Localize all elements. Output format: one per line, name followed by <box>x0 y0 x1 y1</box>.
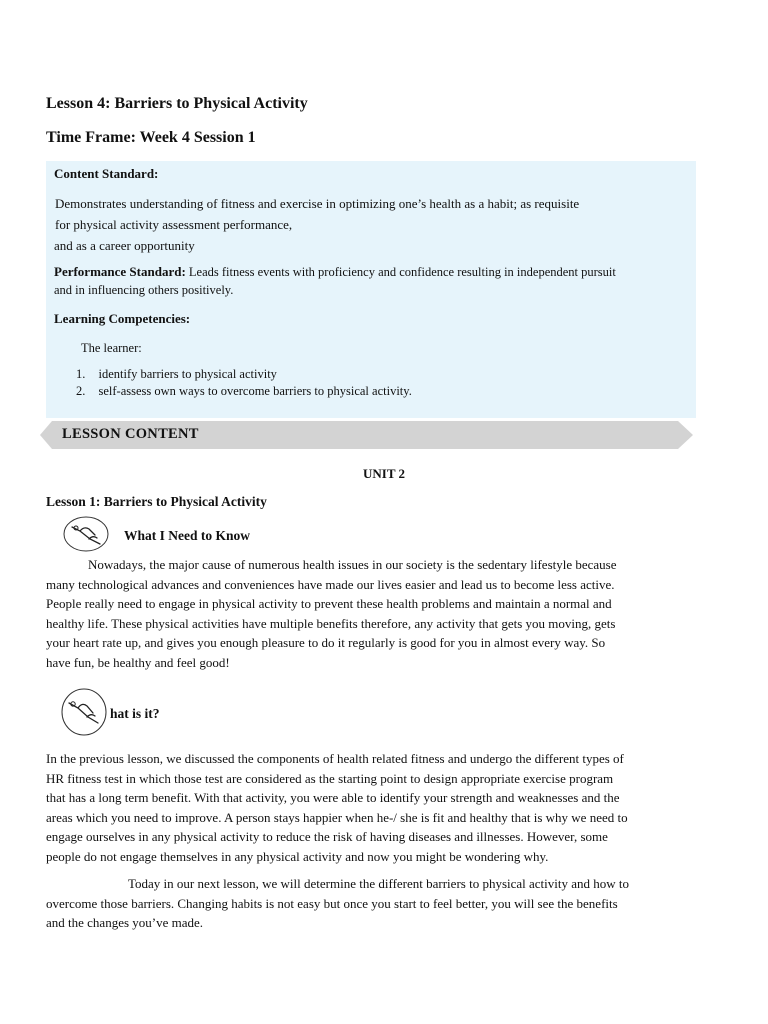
performance-standard-label: Performance Standard: <box>54 264 186 279</box>
performance-standard <box>54 263 694 281</box>
paragraph-line: and the changes you’ve made. <box>46 915 204 930</box>
content-standard-line-3: and as a career opportunity <box>54 238 195 253</box>
lesson-title: Lesson 4: Barriers to Physical Activity <box>46 95 308 112</box>
paragraph-line: engage ourselves in any physical activity to reduce the risk of having diseases and illnesses. However, some <box>46 829 608 844</box>
paragraph-line <box>46 555 736 575</box>
paragraph-line-text: Nowadays, the major cause of numerous health issues in our society is the sedentary lifestyle because <box>88 557 617 572</box>
paragraph-line: healthy life. These physical activities have multiple benefits therefore, any activity that gets you moving, gets <box>46 615 616 631</box>
what-is-it-paragraph <box>46 749 736 866</box>
performance-standard-line-2: and in influencing others positively. <box>54 283 234 297</box>
paragraph-line: overcome those barriers. Changing habits is not easy but once you start to feel better, you will see the benefits <box>46 895 618 911</box>
competency-text: identify barriers to physical activity <box>98 367 277 381</box>
paragraph-line: many technological advances and conveniences have made our lives easier and lead us to become less active. <box>46 576 615 592</box>
paragraph-line: have fun, be healthy and feel good! <box>46 654 230 670</box>
paragraph-line: that has a long term benefit. With that activity, you were able to identify your strength and weaknesses and the <box>46 790 620 805</box>
content-standard-line-1: Demonstrates understanding of fitness and exercise in optimizing one’s health as a habit; as requisite <box>55 196 580 211</box>
need-to-know-paragraph <box>46 555 736 672</box>
unit-title: UNIT 2 <box>362 466 406 481</box>
content-standard-line-2: for physical activity assessment performance, <box>55 217 293 232</box>
paragraph-line: your heart rate up, and gives you enough pleasure to do it regularly is good for you in almost every way. So <box>46 635 606 650</box>
competency-number: 2. <box>76 384 86 398</box>
banner-label: LESSON CONTENT <box>62 426 199 442</box>
paragraph-line-text: Today in our next lesson, we will determine the different barriers to physical activity and how to <box>128 876 630 891</box>
performance-standard-line-1: Leads fitness events with proficiency and confidence resulting in independent pursuit <box>188 265 616 279</box>
closing-paragraph <box>46 874 736 933</box>
paragraph-line: people do not engage themselves in any physical activity and now you might be wondering why. <box>46 848 549 864</box>
learning-competencies-label: Learning Competencies: <box>54 311 191 326</box>
competency-text: self-assess own ways to overcome barriers to physical activity. <box>98 384 412 398</box>
section-heading: hat is it? <box>110 706 160 721</box>
standards-box <box>46 161 696 418</box>
lesson-subtitle: Lesson 1: Barriers to Physical Activity <box>46 494 267 509</box>
section-heading: What I Need to Know <box>124 528 251 543</box>
content-standard-label: Content Standard: <box>54 166 159 181</box>
lesson-content-banner <box>40 421 695 449</box>
paragraph-line <box>46 874 736 894</box>
paragraph-line: HR fitness test in which those test are considered as the starting point to design appropriate exercise program <box>46 770 614 786</box>
paragraph-line: areas which you need to improve. A person stays happier when he-/ she is fit and healthy that is why we need to <box>46 809 628 825</box>
pointing-hand-icon <box>62 514 112 554</box>
competency-number: 1. <box>76 367 86 381</box>
paragraph-line: People really need to engage in physical activity to prevent these health problems and maintain a normal and <box>46 596 612 611</box>
competency-item <box>76 382 412 400</box>
paragraph-line: In the previous lesson, we discussed the components of health related fitness and undergo the different types of <box>46 751 624 766</box>
learner-intro: The learner: <box>81 341 142 355</box>
pointing-hand-icon <box>60 687 110 737</box>
competency-item <box>76 365 277 383</box>
time-frame: Time Frame: Week 4 Session 1 <box>46 129 256 146</box>
